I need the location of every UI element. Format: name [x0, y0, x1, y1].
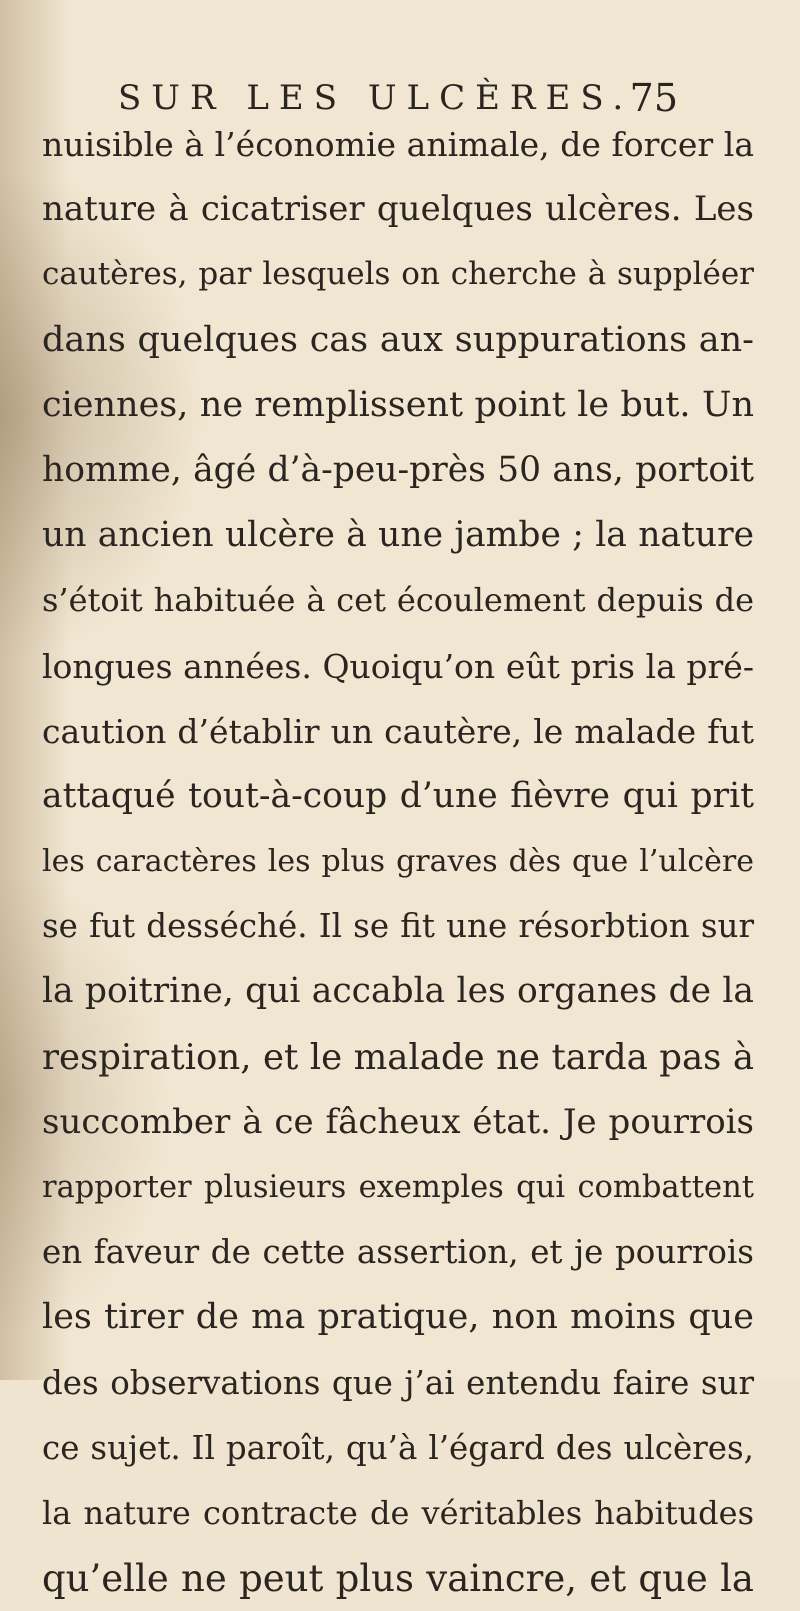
text-line: cautères, par lesquels on cherche à suppléer [42, 256, 754, 293]
text-line: se fut desséché. Il se fit une résorbtion sur [42, 907, 754, 946]
text-line: un ancien ulcère à une jambe ; la nature [42, 515, 754, 556]
text-line: caution d’établir un cautère, le malade fut [42, 711, 754, 751]
text-line: en faveur de cette assertion, et je pourrois [42, 1233, 754, 1272]
text-line: respiration, et le malade ne tarda pas à [42, 1036, 754, 1078]
text-line: ciennes, ne remplissent point le but. Un [42, 384, 754, 425]
running-head-title: SUR LES ULCÈRES. [118, 78, 634, 118]
text-line: attaqué tout-à-coup d’une fièvre qui prit [42, 775, 754, 816]
text-line: succomber à ce fâcheux état. Je pourrois [42, 1101, 754, 1142]
text-line: s’étoit habituée à cet écoulement depuis de [42, 581, 754, 620]
text-line: les caractères les plus graves dès que l’ulcère [42, 844, 754, 880]
text-line: les tirer de ma pratique, non moins que [42, 1297, 754, 1338]
text-line: la nature contracte de véritables habitudes [42, 1493, 754, 1532]
text-line: nature à cicatriser quelques ulcères. Les [42, 189, 754, 230]
text-line: rapporter plusieurs exemples qui combattent [42, 1170, 754, 1205]
text-line: ce sujet. Il paroît, qu’à l’égard des ulcères, [42, 1428, 754, 1467]
text-line: la poitrine, qui accabla les organes de la [42, 971, 754, 1012]
text-line: qu’elle ne peut plus vaincre, et que la [42, 1557, 754, 1601]
page-number: 75 [629, 76, 678, 120]
text-line: longues années. Quoiqu’on eût pris la pré- [42, 646, 754, 686]
text-line: homme, âgé d’à-peu-près 50 ans, portoit [42, 449, 754, 490]
body-text [42, 112, 754, 1611]
text-line: dans quelques cas aux suppurations an- [42, 319, 754, 360]
text-line: des observations que j’ai entendu faire sur [42, 1363, 754, 1402]
text-line: nuisible à l’économie animale, de forcer la [42, 125, 754, 164]
